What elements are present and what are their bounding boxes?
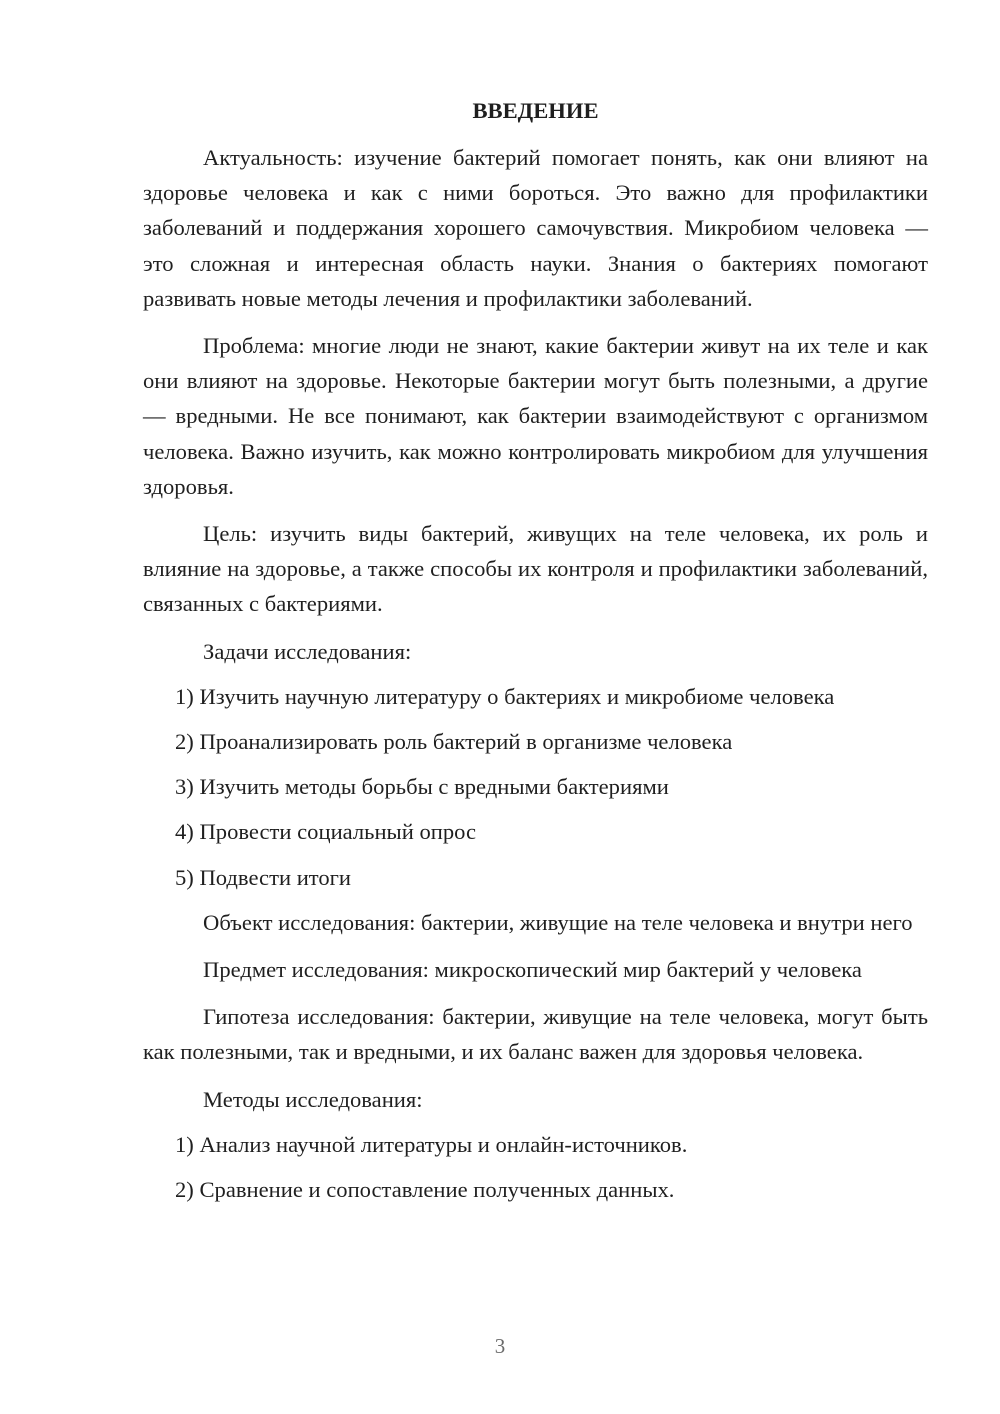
object-paragraph: Объект исследования: бактерии, живущие на теле человека и внутри него [203, 909, 913, 935]
relevance-paragraph: Актуальность: изучение бактерий помогает понять, как они влияют на здоровье человека и как с ними бороться. Это важно для профилактики заболеваний и поддержания хорошего самочувствия. Микробиом человека — это сложная и интересная область науки. Знания о бактериях помогают развивать новые методы лечения и профилактики заболеваний. [143, 145, 928, 311]
list-item: 3) Изучить методы борьбы с вредными бактериями [175, 774, 669, 800]
tasks-list [143, 679, 928, 895]
hypothesis-paragraph: Гипотеза исследования: бактерии, живущие на теле человека, могут быть как полезными, так и вредными, и их баланс важен для здоровья человека. [143, 1004, 928, 1065]
methods-heading: Методы исследования: [203, 1086, 423, 1112]
list-item: 1) Изучить научную литературу о бактериях и микробиоме человека [175, 683, 835, 709]
subject-paragraph: Предмет исследования: микроскопический мир бактерий у человека [203, 957, 862, 983]
methods-list [143, 1127, 928, 1207]
list-item: 5) Подвести итоги [175, 864, 352, 890]
list-item: 2) Проанализировать роль бактерий в организме человека [175, 729, 733, 755]
section-title: ВВЕДЕНИЕ [472, 98, 599, 123]
list-item: 1) Анализ научной литературы и онлайн-источников. [175, 1131, 688, 1157]
list-item: 4) Провести социальный опрос [175, 819, 477, 845]
problem-paragraph: Проблема: многие люди не знают, какие бактерии живут на их теле и как они влияют на здоровье. Некоторые бактерии могут быть полезными, а другие — вредными. Не все понимают, как бактерии взаимодействуют с организмом человека. Важно изучить, как можно контролировать микробиом для улучшения здоровья. [143, 333, 928, 499]
page-number: 3 [494, 1334, 506, 1358]
goal-paragraph: Цель: изучить виды бактерий, живущих на теле человека, их роль и влияние на здоровье, а также способы их контроля и профилактики заболеваний, связанных с бактериями. [143, 521, 928, 617]
list-item: 2) Сравнение и сопоставление полученных данных. [175, 1177, 675, 1203]
document-page [143, 93, 928, 1207]
tasks-heading: Задачи исследования: [203, 638, 412, 664]
